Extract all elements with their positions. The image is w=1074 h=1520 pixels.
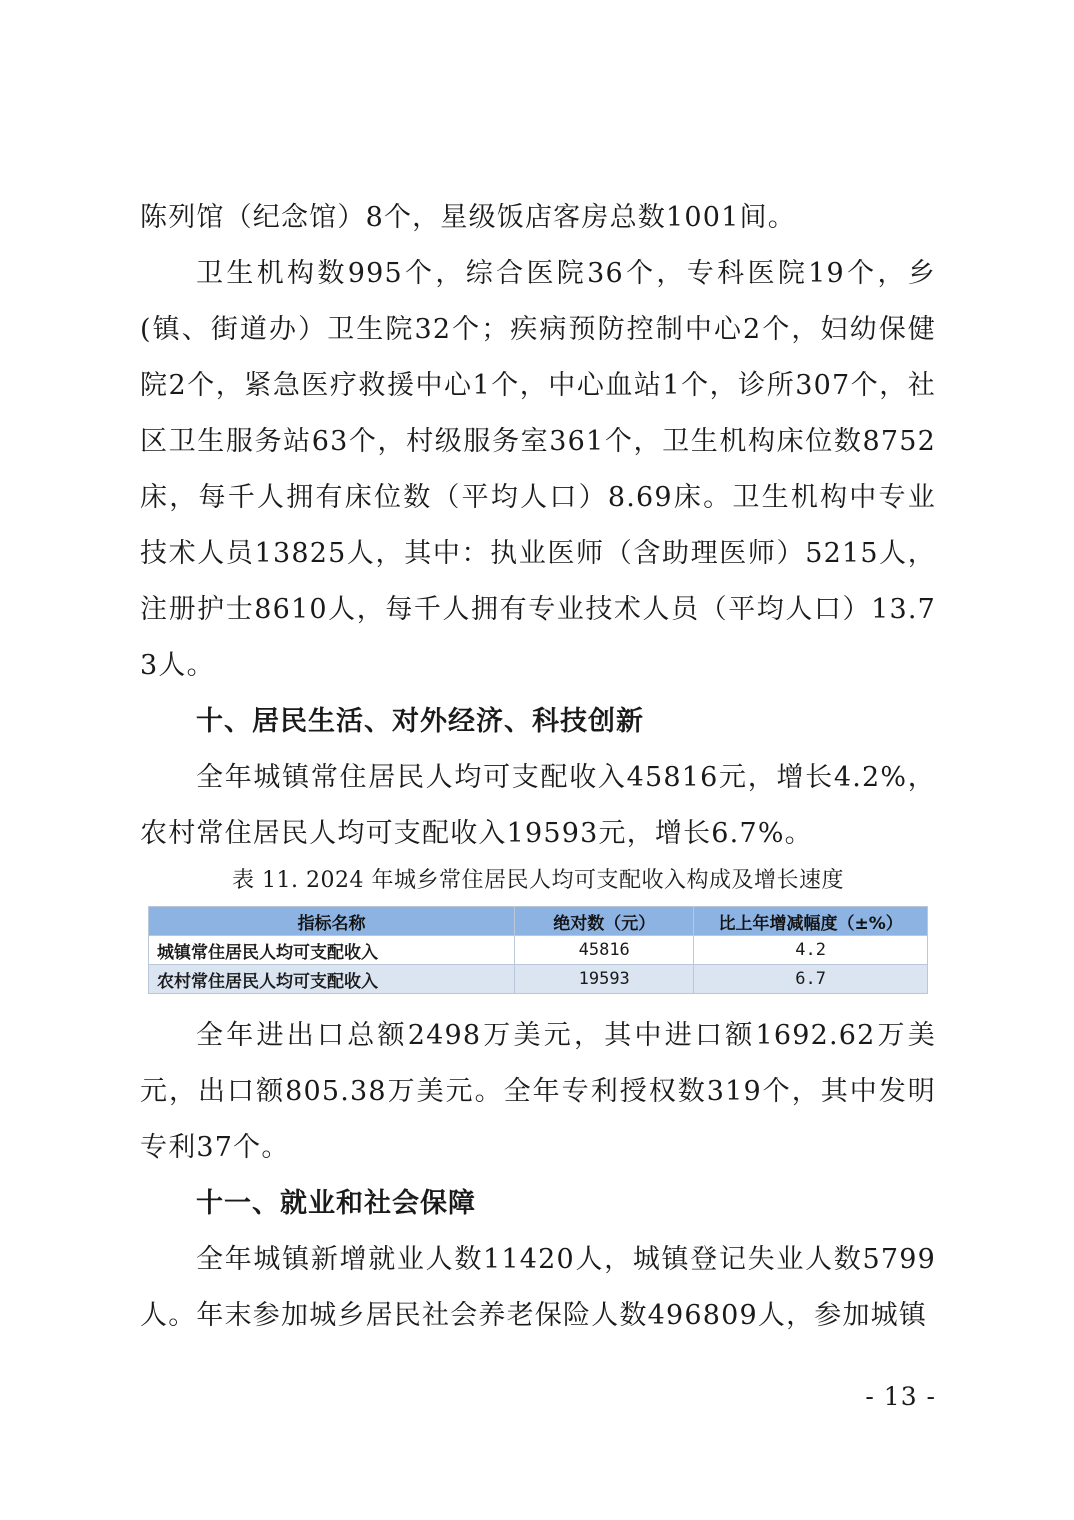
table-row	[149, 965, 928, 994]
paragraph-trade-patents: 全年进出口总额2498万美元，其中进口额1692.62万美元，出口额805.38万美元。全年专利授权数319个，其中发明专利37个。	[140, 1020, 936, 1163]
row-value: 45816	[515, 936, 694, 965]
paragraph-income: 全年城镇常住居民人均可支配收入45816元，增长4.2%，农村常住居民人均可支配收入19593元，增长6.7%。	[140, 762, 936, 849]
table-caption: 表 11. 2024 年城乡常住居民人均可支配收入构成及增长速度	[232, 868, 844, 893]
row-change: 6.7	[694, 965, 928, 994]
table-header-row	[149, 907, 928, 936]
page-content	[140, 190, 936, 1344]
table-row	[149, 936, 928, 965]
paragraph-health-institutions: 卫生机构数995个，综合医院36个，专科医院19个，乡(镇、街道办）卫生院32个；疾病预防控制中心2个，妇幼保健院2个，紧急医疗救援中心1个，中心血站1个，诊所307个，社区卫生服务站63个，村级服务室361个，卫生机构床位数8752床，每千人拥有床位数（平均人口）8.69床。卫生机构中专业技术人员13825人，其中：执业医师（含助理医师）5215人，注册护士8610人，每千人拥有专业技术人员（平均人口）13.73人。	[140, 258, 936, 681]
income-table	[148, 906, 928, 994]
paragraph-exhibition-hotels: 陈列馆（纪念馆）8个，星级饭店客房总数1001间。	[140, 202, 796, 233]
section-heading-11: 十一、就业和社会保障	[196, 1188, 476, 1219]
paragraph-employment: 全年城镇新增就业人数11420人，城镇登记失业人数5799人。年末参加城乡居民社会养老保险人数496809人，参加城镇	[140, 1244, 936, 1331]
section-heading-10: 十、居民生活、对外经济、科技创新	[196, 706, 644, 737]
header-indicator: 指标名称	[149, 907, 515, 936]
row-change: 4.2	[694, 936, 928, 965]
row-name: 城镇常住居民人均可支配收入	[149, 936, 515, 965]
row-value: 19593	[515, 965, 694, 994]
page-number: - 13 -	[865, 1382, 936, 1411]
header-change: 比上年增减幅度（±%）	[694, 907, 928, 936]
header-absolute: 绝对数（元）	[515, 907, 694, 936]
row-name: 农村常住居民人均可支配收入	[149, 965, 515, 994]
